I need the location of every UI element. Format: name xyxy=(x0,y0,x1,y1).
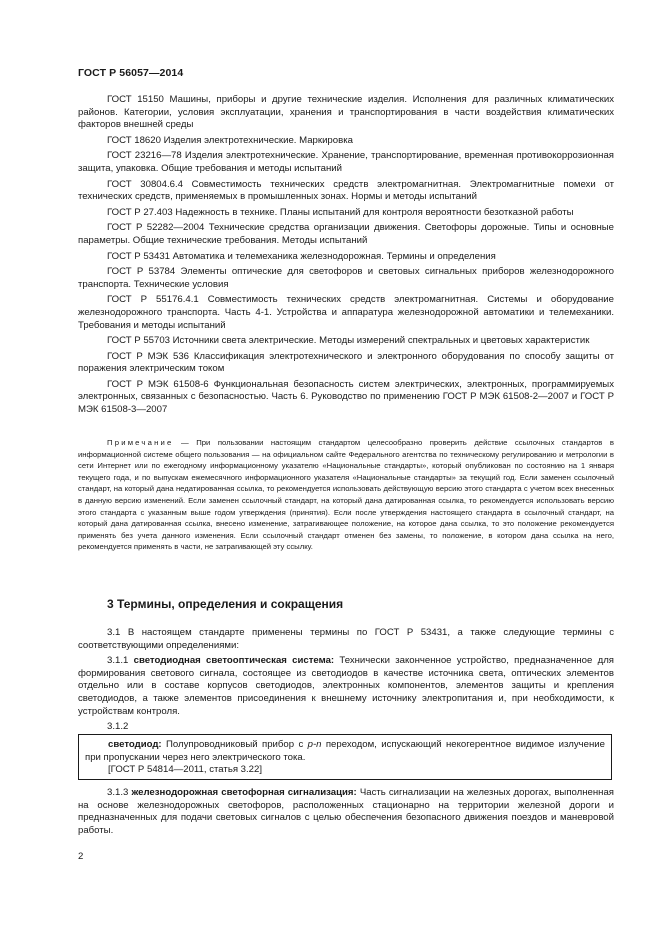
reference-item: ГОСТ 18620 Изделия электротехнические. Маркировка xyxy=(107,134,353,146)
normative-references-list xyxy=(78,94,617,420)
reference-item: ГОСТ Р 53784 Элементы оптические для светофоров и световых сигнальных приборов железнодорожного транспорта. Технические условия xyxy=(78,266,617,290)
term-number: 3.1.1 xyxy=(107,655,129,667)
clause-3-1: 3.1 В настоящем стандарте применены термины по ГОСТ Р 53431, а также следующие термины с соответствующими определениями: xyxy=(78,627,617,651)
term-3-1-2 xyxy=(85,739,605,764)
term-3-1-3 xyxy=(78,787,617,837)
reference-item: ГОСТ Р 55176.4.1 Совместимость технических средств электромагнитная. Системы и оборудование железнодорожного транспорта. Часть 4-1. Устройства и аппаратура железнодорожной автоматики и телемеханики. Требования и методы испытаний xyxy=(78,294,617,331)
reference-item: ГОСТ Р 52282—2004 Технические средства организации движения. Светофоры дорожные. Типы и основные параметры. Общие технические требования. Методы испытаний xyxy=(78,222,617,246)
term-number: 3.1.3 xyxy=(107,787,129,798)
reference-item: ГОСТ Р МЭК 61508-6 Функциональная безопасность систем электрических, электронных, программируемых электронных, связанных с безопасностью. Часть 6. Руководство по применению ГОСТ Р МЭК 61508-2—2007 и ГОСТ Р МЭК 61508-3—2007 xyxy=(78,378,617,416)
reference-item: ГОСТ 30804.6.4 Совместимость технических средств электромагнитная. Электромагнитные помехи от технических средств, применяемых в промышленных зонах. Нормы и методы испытаний xyxy=(78,178,617,203)
terms-block xyxy=(78,627,617,737)
reference-item: ГОСТ 15150 Машины, приборы и другие технические изделия. Исполнения для различных климатических районов. Категории, условия эксплуатации, хранения и транспортирования в части воздействия климатических факторов внешней среды xyxy=(78,94,617,131)
term-3-1-1 xyxy=(78,655,617,718)
section-heading: 3 Термины, определения и сокращения xyxy=(107,597,344,611)
reference-item: ГОСТ 23216—78 Изделия электротехнические. Хранение, транспортирование, временная противокоррозионная защита, упаковка. Общие требования и методы испытаний xyxy=(78,150,617,174)
reference-item: ГОСТ Р 53431 Автоматика и телемеханика железнодорожная. Термины и определения xyxy=(107,250,496,262)
note-paragraph xyxy=(78,437,617,553)
pn-junction: p-n xyxy=(307,739,322,750)
terms-block-continued xyxy=(78,787,617,840)
term-3-1-2-number: 3.1.2 xyxy=(107,721,129,733)
term-definition-b: переходом, испускающий некогерентное видимое излучение при пропускании через него электрического тока. xyxy=(85,739,605,763)
reference-item: ГОСТ Р 27.403 Надежность в технике. Планы испытаний для контроля вероятности безотказной работы xyxy=(107,206,574,218)
term-3-1-2-box xyxy=(78,734,612,780)
note-text: — При пользовании настоящим стандартом целесообразно проверить действие ссылочных стандартов в информационной системе общего пользования — на официальном сайте Федерального агентства по техническому регулированию и метрологии в сети Интернет или по ежегодному информационному указателю «Национальные стандарты», который опубликован по состоянию на 1 января текущего года, и по выпускам ежемесячного информационного указателя «Национальные стандарты» за текущий год. Если заменен ссылочный стандарт, на который дана недатированная ссылка, то рекомендуется использовать действующую версию этого стандарта с учетом всех внесенных в данную версию изменений. Если заменен ссылочный стандарт, на который дана датированная ссылка, то рекомендуется использовать версию этого стандарта с указанным выше годом утверждения (принятия). Если после утверждения настоящего стандарта в ссылочный стандарт, на который дана датированная ссылка, внесено изменение, затрагивающее положение, на которое дана ссылка, то это положение рекомендуется применять без учета данного изменения. Если ссылочный стандарт отменен без замены, то положение, в котором дана ссылка на него, рекомендуется применять в части, не затрагивающей эту ссылку. xyxy=(78,438,617,552)
term-name: светодиодная светооптическая система: xyxy=(133,655,335,667)
document-header: ГОСТ Р 56057—2014 xyxy=(78,67,184,79)
term-definition: Технически законченное устройство, предназначенное для формирования светового сигнала, состоящее из светодиодов в качестве источника света, оптических элементов отдельно или в составе корпусов светодиодов, электронных компонентов, элементов защиты и крепления светодиодов, а также элементов присоединения к внешнему источнику электропитания и, при необходимости, к устройствам контроля. xyxy=(78,655,617,717)
term-name: железнодорожная светофорная сигнализация: xyxy=(131,787,357,798)
term-source: [ГОСТ Р 54814—2011, статья 3.22] xyxy=(108,764,263,776)
reference-item: ГОСТ Р МЭК 536 Классификация электротехнического и электронного оборудования по способу защиты от поражения электрическим током xyxy=(78,350,617,375)
term-definition: Часть сигнализации на железных дорогах, выполненная на основе железнодорожных светофоров, расположенных стационарно на территории железной дороги и предназначенных для подачи световых сигналов с целью обеспечения безопасного движения поездов и маневровой работы. xyxy=(78,787,617,836)
page-number: 2 xyxy=(78,851,84,862)
reference-item: ГОСТ Р 55703 Источники света электрические. Методы измерений спектральных и цветовых характеристик xyxy=(107,335,590,347)
term-name: светодиод: xyxy=(108,739,162,750)
note-label: Примечание xyxy=(107,438,174,447)
term-definition-a: Полупроводниковый прибор с xyxy=(161,739,308,750)
